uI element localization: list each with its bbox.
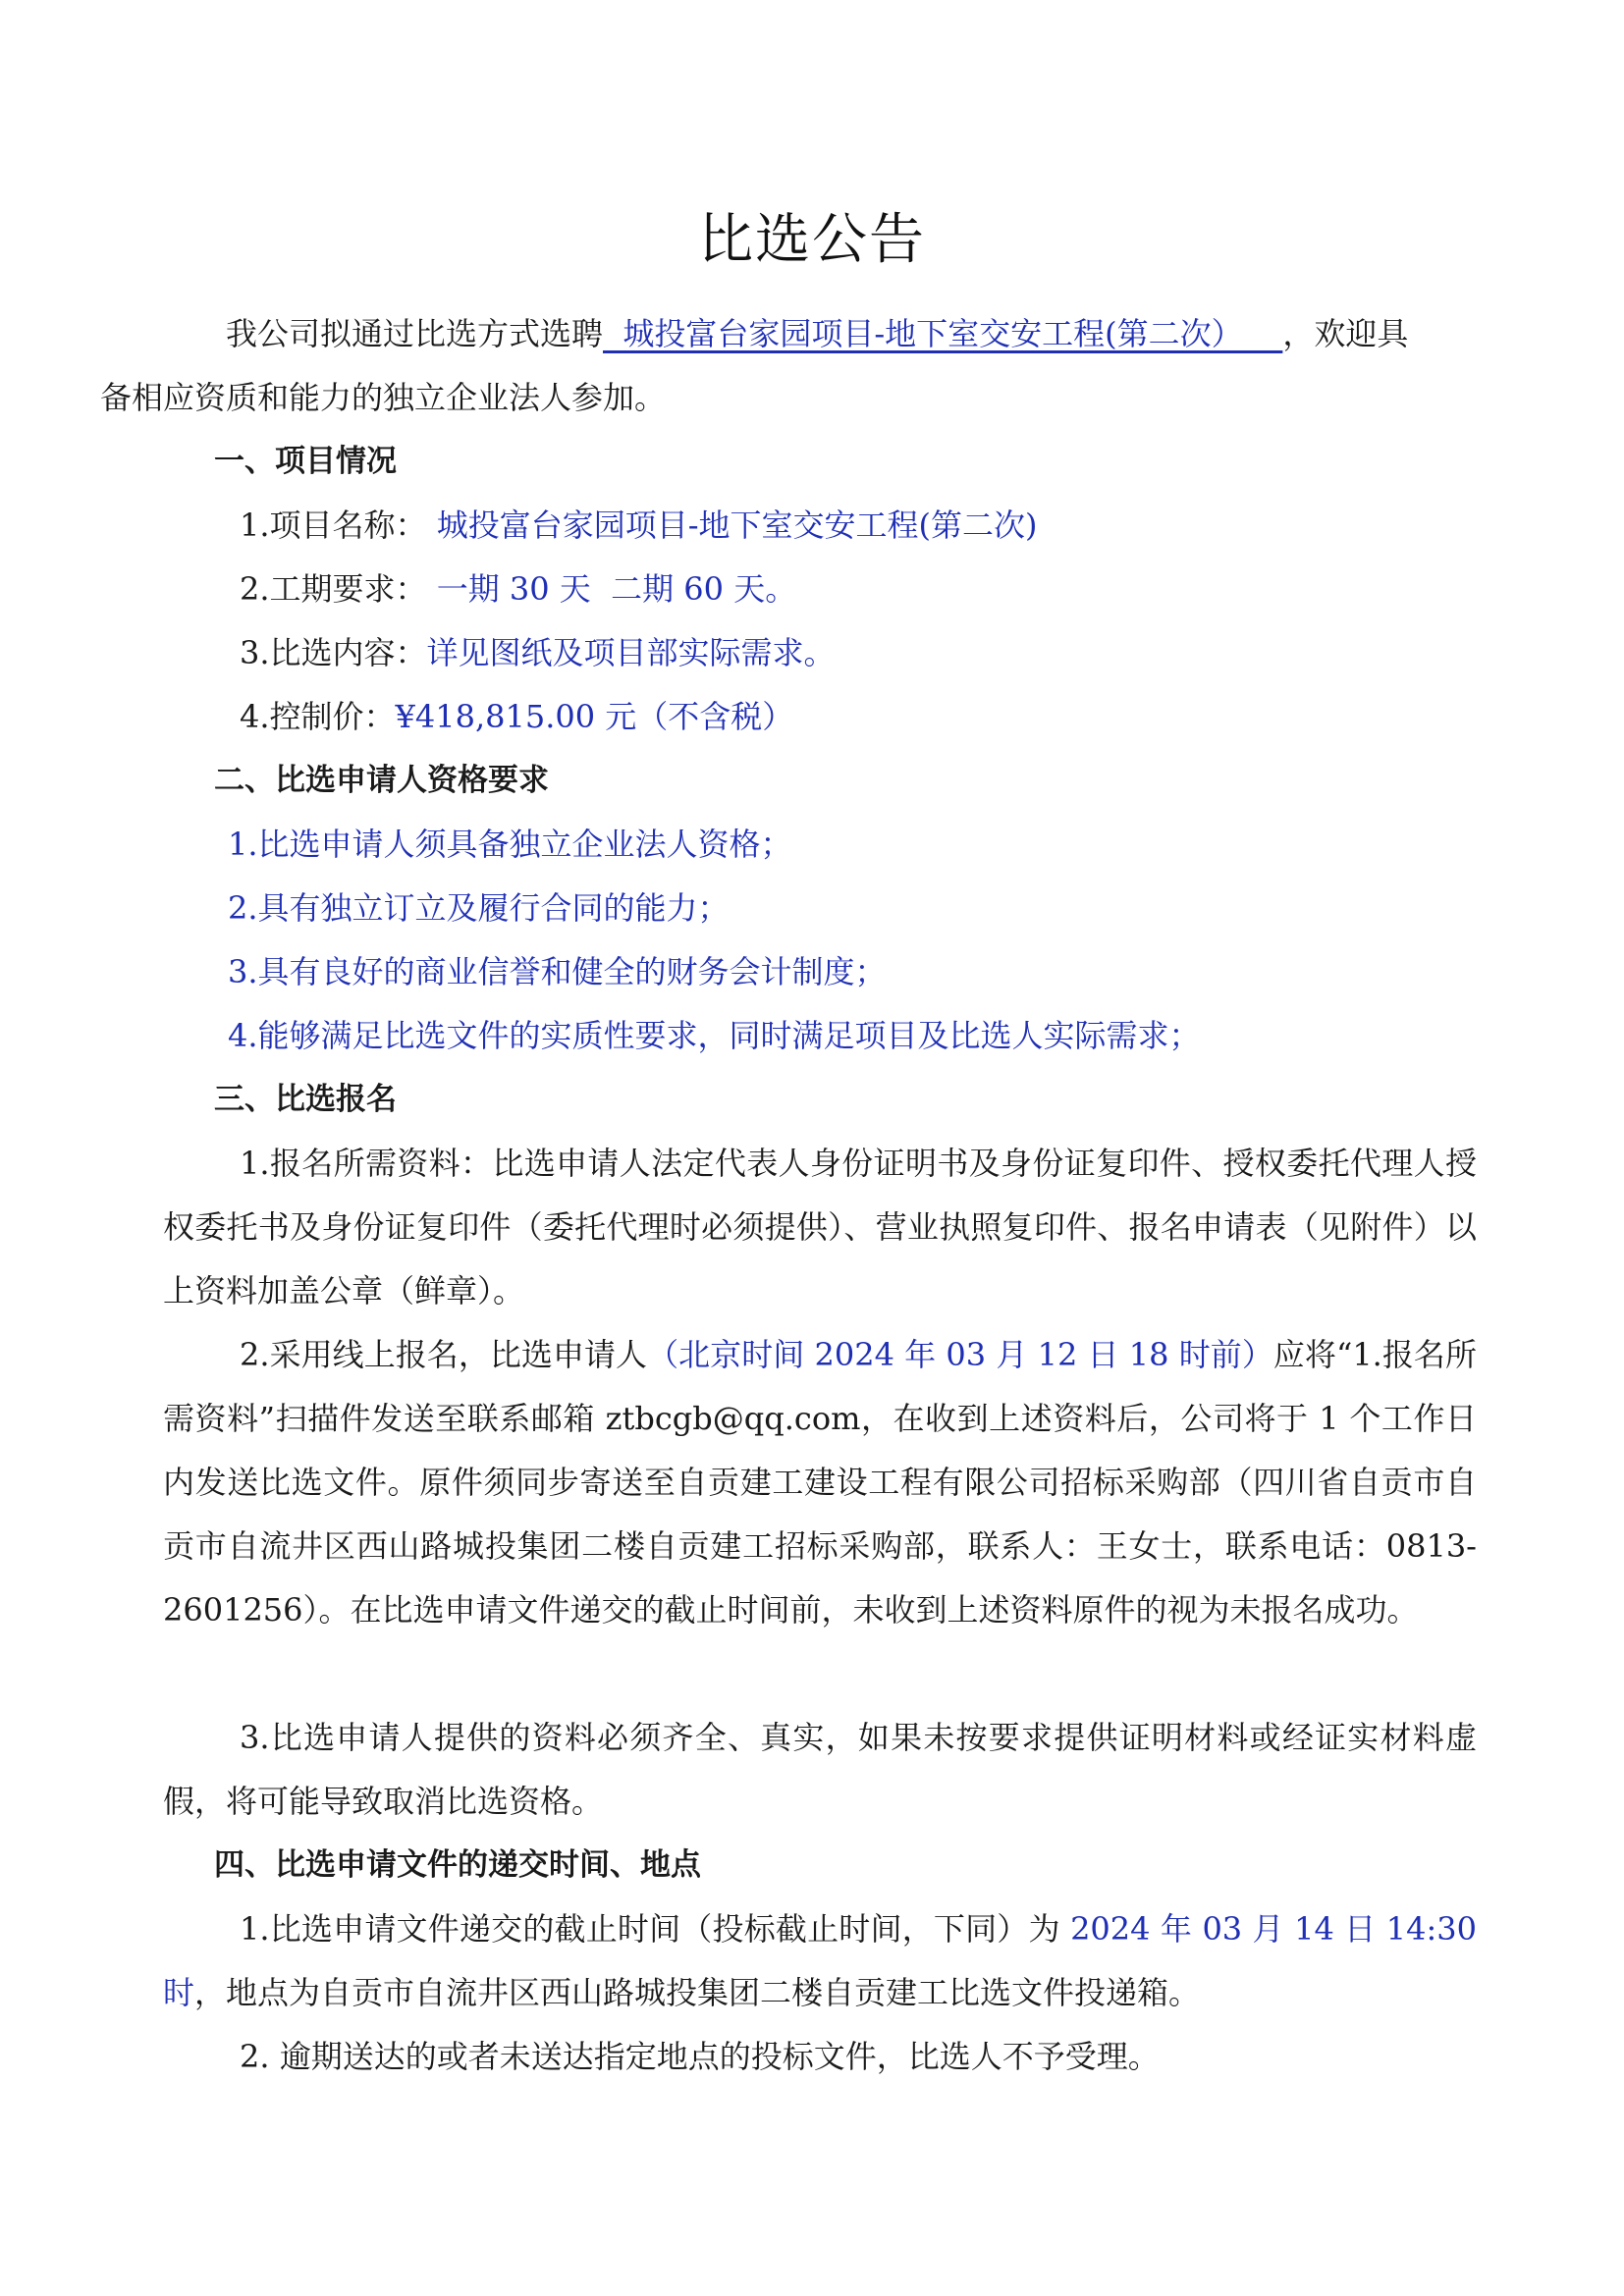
intro-suffix: ，欢迎具 <box>1282 315 1409 352</box>
item-value: 城投富台家园项目-地下室交安工程(第二次) <box>426 507 1038 544</box>
section1-item-3 <box>240 621 836 685</box>
section3-paragraph-1: 1.报名所需资料：比选申请人法定代表人身份证明书及身份证复印件、授权委托代理人授权委托书及身份证复印件（委托代理时必须提供）、营业执照复印件、报名申请表（见附件）以上资料加盖公章（鲜章）。 <box>163 1145 1477 1309</box>
section2-item-3: 3.具有良好的商业信誉和健全的财务会计制度； <box>228 953 887 990</box>
section3-paragraph-3: 3.比选申请人提供的资料必须齐全、真实，如果未按要求提供证明材料或经证实材料虚假，将可能导致取消比选资格。 <box>163 1719 1477 1820</box>
submission-deadline: 2024 年 03 月 14 日 14:30 时 <box>163 1910 1477 2011</box>
intro-line2: 备相应资质和能力的独立企业法人参加。 <box>100 379 667 416</box>
item-label: 1.项目名称： <box>240 507 427 544</box>
item-label: 2.工期要求： <box>240 570 427 608</box>
section4-paragraph-1 <box>163 1897 1477 2025</box>
item-label: 4.控制价： <box>240 698 396 735</box>
item-value: 一期 30 天 二期 60 天。 <box>426 570 797 608</box>
intro-paragraph <box>100 302 1477 430</box>
paragraph-text: 2.采用线上报名，比选申请人 <box>240 1336 648 1373</box>
section1-item-2 <box>240 558 796 621</box>
section2-item-4: 4.能够满足比选文件的实质性要求，同时满足项目及比选人实际需求； <box>228 1017 1201 1054</box>
section1-heading: 一、项目情况 <box>214 444 397 479</box>
intro-prefix: 我公司拟通过比选方式选聘 <box>226 315 604 352</box>
section3-paragraph-2 <box>163 1323 1477 1642</box>
section1-item-1 <box>240 494 1038 558</box>
paragraph-text: 应将“1.报名所需资料”扫描件发送至联系邮箱 ztbcgb@qq.com，在收到上述资料后，公司将于 1 个工作日内发送比选文件。原件须同步寄送至自贡建工建设工程有限公司招标采购部（四川省自贡市自贡市自流井区西山路城投集团二楼自贡建工招标采购部，联系人：王女士，联系电话：0813-2601256）。在比选申请文件递交的截止时间前，未收到上述资料原件的视为未报名成功。 <box>163 1336 1477 1629</box>
section3-heading: 三、比选报名 <box>214 1082 397 1117</box>
section1-item-4 <box>240 685 793 749</box>
section4-heading: 四、比选申请文件的递交时间、地点 <box>214 1847 701 1883</box>
section4-paragraph-2: 2. 逾期送达的或者未送达指定地点的投标文件，比选人不予受理。 <box>240 2038 1160 2075</box>
section2-item-2: 2.具有独立订立及履行合同的能力； <box>228 889 730 927</box>
item-value: 详见图纸及项目部实际需求。 <box>426 634 836 671</box>
page-title: 比选公告 <box>698 208 926 272</box>
section2-heading: 二、比选申请人资格要求 <box>214 763 549 798</box>
registration-deadline: （北京时间 2024 年 03 月 12 日 18 时前） <box>647 1336 1273 1373</box>
item-label: 3.比选内容： <box>240 634 427 671</box>
intro-project-name: 城投富台家园项目-地下室交安工程(第二次） <box>603 315 1283 352</box>
paragraph-text: ，地点为自贡市自流井区西山路城投集团二楼自贡建工比选文件投递箱。 <box>194 1974 1201 2011</box>
item-value: ¥418,815.00 元（不含税） <box>395 698 794 735</box>
section2-item-1: 1.比选申请人须具备独立企业法人资格； <box>228 826 792 863</box>
paragraph-text: 1.比选申请文件递交的截止时间（投标截止时间，下同）为 <box>240 1910 1071 1948</box>
